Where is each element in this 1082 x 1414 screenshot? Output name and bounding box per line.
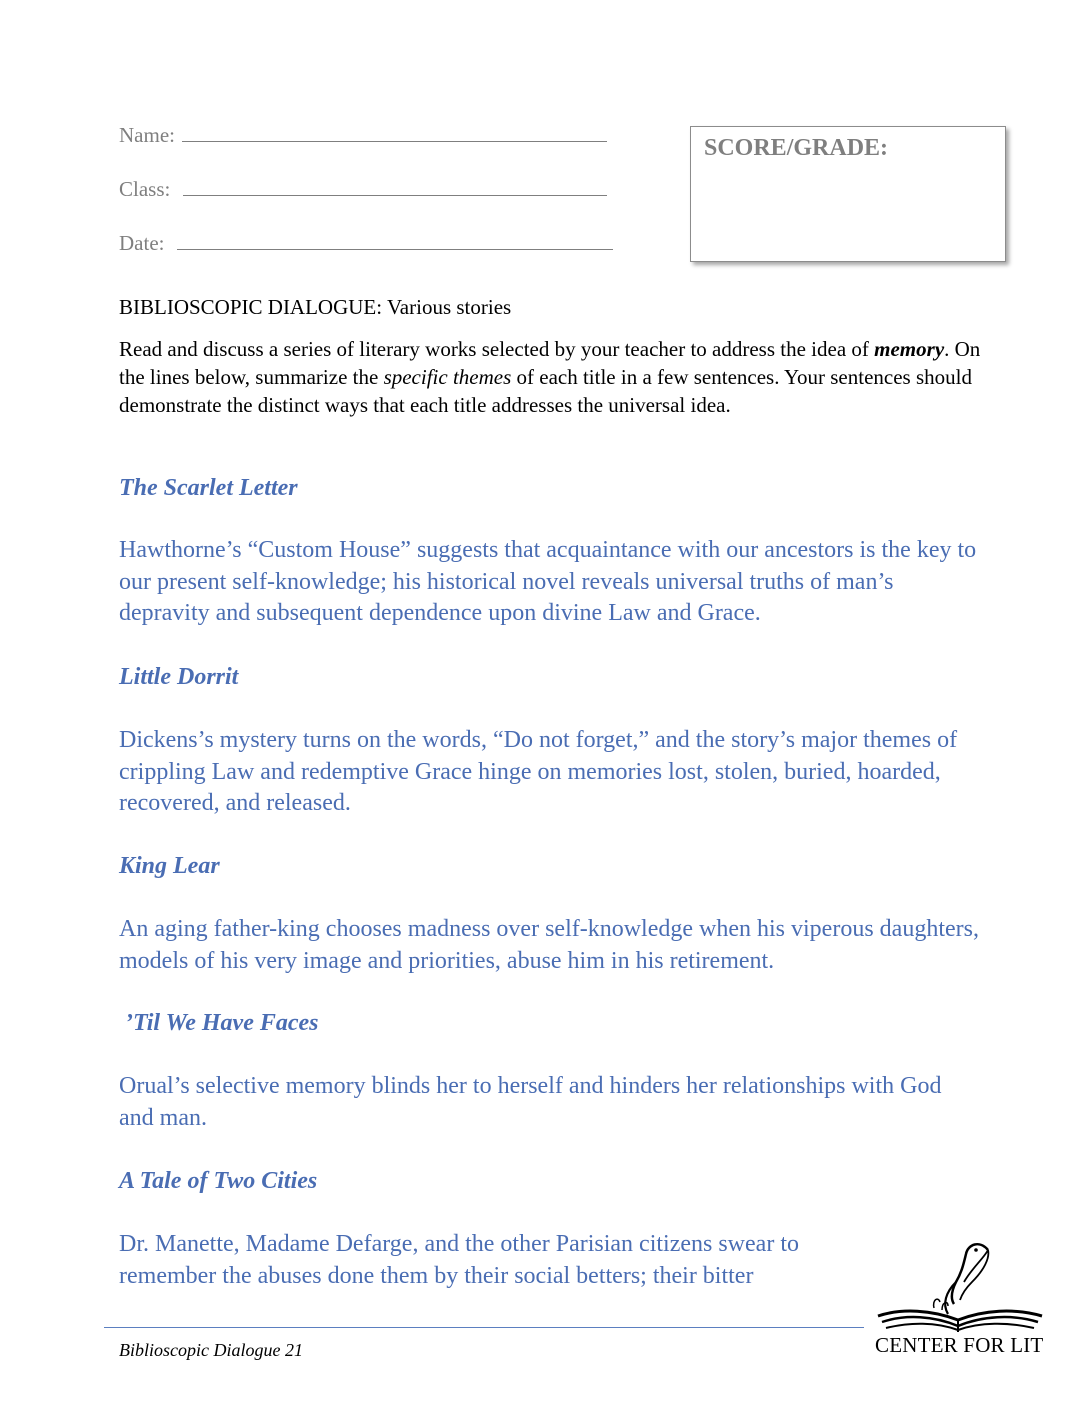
- entry-summary: Dickens’s mystery turns on the words, “Do not forget,” and the story’s major themes of crippling Law and redemptive Grace hinge on memories lost, stolen, buried, hoarded, recovered, and released.: [119, 727, 958, 816]
- entry-title: Little Dorrit: [119, 664, 239, 690]
- entry-summary: An aging father-king chooses madness over self-knowledge when his viperous daughters, models of his very image and priorities, abuse him in his retirement.: [119, 916, 979, 974]
- footer-rule: [104, 1327, 864, 1328]
- logo-text: CENTER FOR LIT: [875, 1333, 1044, 1357]
- date-label: Date:: [119, 231, 165, 255]
- entry-summary: Dr. Manette, Madame Defarge, and the other Parisian citizens swear to remember the abuses done them by their social betters; their bitter: [119, 1231, 799, 1289]
- class-blank-line[interactable]: [183, 195, 607, 196]
- instructions-emphasis: memory: [874, 337, 945, 361]
- date-blank-line[interactable]: [177, 249, 613, 250]
- entry-title: A Tale of Two Cities: [119, 1168, 318, 1194]
- instructions-part1: Read and discuss a series of literary works selected by your teacher to address the idea of: [119, 337, 875, 361]
- footer-page-label: Biblioscopic Dialogue 21: [119, 1340, 303, 1360]
- score-grade-title: SCORE/GRADE:: [704, 135, 889, 161]
- instructions-part3: of each title in a few sentences. Your sentences should demonstrate the distinct ways that each title addresses the universal idea.: [119, 365, 972, 417]
- instructions-italic: specific themes: [383, 365, 512, 389]
- entry-summary: Orual’s selective memory blinds her to herself and hinders her relationships with God and man.: [119, 1073, 942, 1131]
- name-blank-line[interactable]: [182, 141, 607, 142]
- class-label: Class:: [119, 177, 171, 201]
- name-label: Name:: [119, 123, 175, 147]
- worksheet-heading: BIBLIOSCOPIC DIALOGUE: Various stories: [119, 295, 512, 319]
- pelican-book-icon: [872, 1238, 1048, 1334]
- instructions: [119, 335, 999, 419]
- entry-title: ’Til We Have Faces: [125, 1010, 319, 1036]
- instructions-part2: . On the lines below, summarize the: [119, 337, 981, 389]
- entry-summary: Hawthorne’s “Custom House” suggests that acquaintance with our ancestors is the key to our present self-knowledge; his historical novel reveals universal truths of man’s depravity and subsequent dependence upon divine Law and Grace.: [119, 537, 977, 626]
- score-grade-box[interactable]: [690, 126, 1006, 262]
- center-for-lit-logo: [872, 1238, 1048, 1358]
- entry-title: The Scarlet Letter: [119, 475, 298, 501]
- entry-title: King Lear: [119, 853, 220, 879]
